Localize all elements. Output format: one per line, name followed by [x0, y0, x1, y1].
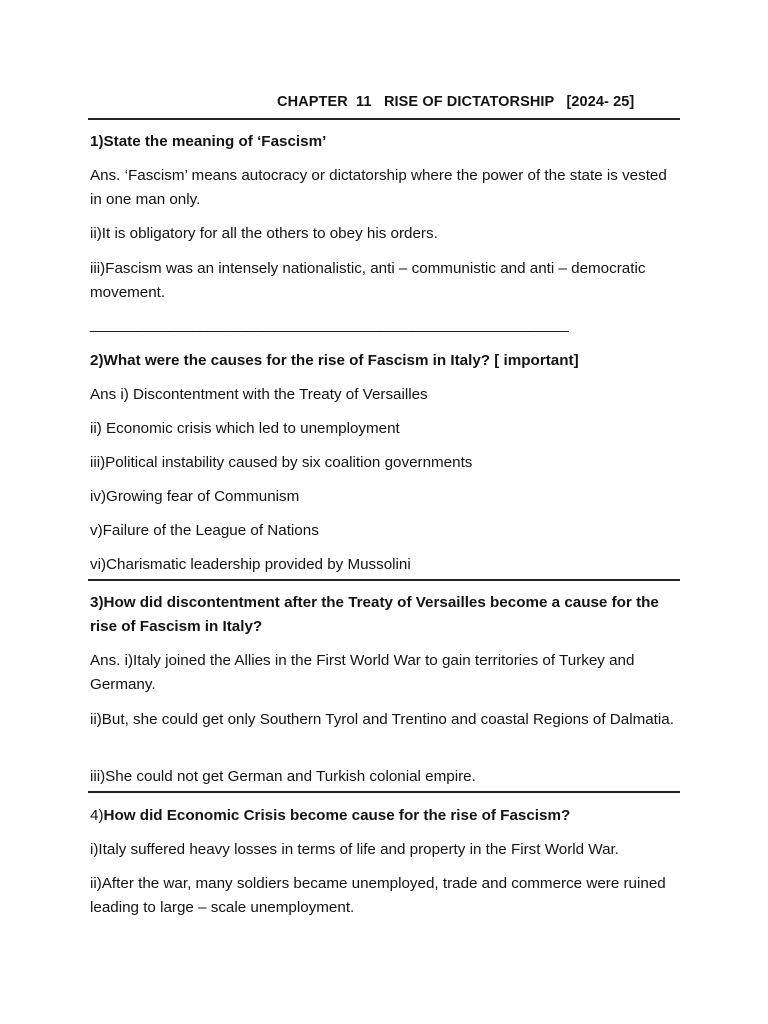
q4-point: i)Italy suffered heavy losses in terms of life and property in the First World War. — [90, 841, 619, 858]
q1-answer: Ans. ‘Fascism’ means autocracy or dictatorship where the power of the state is vested in one man only. — [90, 167, 667, 208]
q4-number: 4) — [90, 807, 104, 824]
q3-point: Ans. i)Italy joined the Allies in the First World War to gain territories of Turkey and Germany. — [90, 652, 635, 693]
underscore-separator: _____________________________________________________________ — [90, 316, 569, 333]
divider-q2 — [88, 579, 680, 581]
divider-title — [88, 118, 680, 120]
q4-question-text: How did Economic Crisis become cause for the rise of Fascism? — [103, 807, 571, 824]
q2-point: iv)Growing fear of Communism — [90, 488, 300, 505]
q2-point: iii)Political instability caused by six coalition governments — [90, 454, 473, 471]
q1-point-ii: ii)It is obligatory for all the others to obey his orders. — [90, 225, 438, 242]
q1-point-iii: iii)Fascism was an intensely nationalistic, anti – communistic and anti – democratic movement. — [90, 260, 646, 301]
chapter-title: CHAPTER 11 RISE OF DICTATORSHIP [2024- 25] — [277, 94, 635, 110]
q1-question: 1)State the meaning of ‘Fascism’ — [90, 133, 327, 150]
divider-q3 — [88, 791, 680, 793]
q3-point: iii)She could not get German and Turkish colonial empire. — [90, 768, 476, 785]
q4-point: ii)After the war, many soldiers became unemployed, trade and commerce were ruined leading to large – scale unemployment. — [90, 875, 666, 916]
q3-question: 3)How did discontentment after the Treaty of Versailles become a cause for the rise of Fascism in Italy? — [90, 594, 659, 635]
q2-point: ii) Economic crisis which led to unemployment — [90, 420, 400, 437]
q4-question — [90, 804, 680, 828]
q2-point: Ans i) Discontentment with the Treaty of Versailles — [90, 386, 428, 403]
q2-question: 2)What were the causes for the rise of Fascism in Italy? [ important] — [90, 352, 579, 369]
q2-point: vi)Charismatic leadership provided by Mussolini — [90, 556, 411, 573]
q2-point: v)Failure of the League of Nations — [90, 522, 319, 539]
q3-point: ii)But, she could get only Southern Tyrol and Trentino and coastal Regions of Dalmatia. — [90, 711, 674, 728]
